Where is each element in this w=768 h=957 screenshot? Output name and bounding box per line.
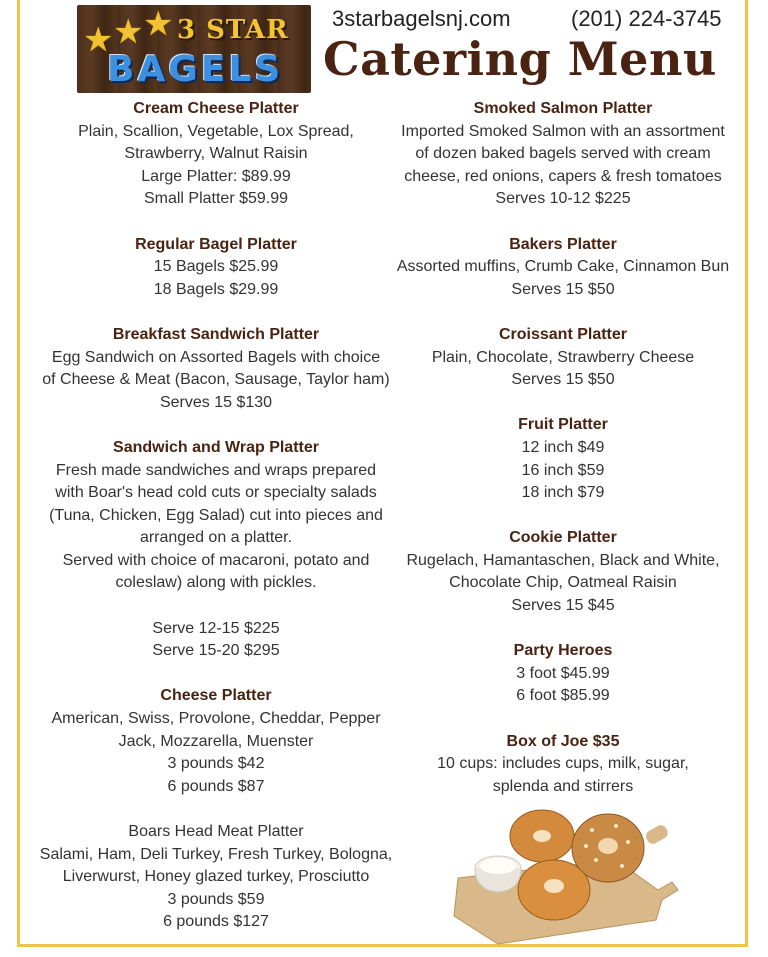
section-title: Regular Bagel Platter bbox=[135, 235, 297, 253]
menu-line: with Boar's head cold cuts or specialty salads bbox=[55, 484, 377, 502]
menu-line: Plain, Scallion, Vegetable, Lox Spread, bbox=[78, 122, 354, 140]
menu-line: Rugelach, Hamantaschen, Black and White, bbox=[406, 551, 720, 569]
plain-bagel-back bbox=[510, 810, 574, 862]
star-icon: ★ bbox=[143, 5, 174, 43]
menu-line: of dozen baked bagels served with cream bbox=[415, 145, 711, 163]
menu-line: (Tuna, Chicken, Egg Salad) cut into pieces and bbox=[49, 506, 383, 524]
section-title: Sandwich and Wrap Platter bbox=[113, 438, 319, 456]
menu-line: Assorted muffins, Crumb Cake, Cinnamon Bun bbox=[396, 258, 730, 276]
menu-line: American, Swiss, Provolone, Cheddar, Pepper bbox=[51, 710, 381, 728]
menu-section bbox=[393, 98, 733, 211]
section-title: Fruit Platter bbox=[518, 416, 608, 434]
website-link[interactable]: 3starbagelsnj.com bbox=[332, 6, 511, 31]
logo-line-1: 3 STAR bbox=[177, 15, 289, 45]
menu-line: Serves 10-12 $225 bbox=[495, 190, 631, 208]
menu-line: Imported Smoked Salmon with an assortment bbox=[401, 122, 725, 140]
menu-line: Serve 15-20 $295 bbox=[152, 642, 280, 660]
menu-line: Small Platter $59.99 bbox=[143, 190, 289, 208]
menu-line: Serves 15 $50 bbox=[511, 371, 615, 389]
menu-line: coleslaw) along with pickles. bbox=[115, 574, 317, 592]
menu-line: 3 pounds $42 bbox=[167, 755, 265, 773]
menu-line: Plain, Chocolate, Strawberry Cheese bbox=[431, 348, 695, 366]
menu-section bbox=[36, 821, 396, 934]
section-title: Party Heroes bbox=[513, 642, 613, 660]
menu-section bbox=[36, 324, 396, 414]
menu-line: cheese, red onions, capers & fresh tomatoes bbox=[404, 167, 722, 185]
menu-line: arranged on a platter. bbox=[139, 529, 293, 547]
menu-line: 6 foot $85.99 bbox=[516, 687, 610, 705]
menu-line: 15 Bagels $25.99 bbox=[153, 258, 279, 276]
cream-cheese-bowl bbox=[475, 856, 521, 892]
menu-section bbox=[393, 527, 733, 617]
brand-logo bbox=[77, 5, 311, 93]
section-title: Smoked Salmon Platter bbox=[473, 100, 653, 117]
menu-line: 6 pounds $127 bbox=[163, 913, 269, 931]
menu-line: 18 Bagels $29.99 bbox=[153, 280, 279, 298]
plain-bagel-front bbox=[518, 860, 590, 920]
menu-line: Salami, Ham, Deli Turkey, Fresh Turkey, Bologna, bbox=[39, 845, 393, 863]
spacer bbox=[36, 595, 396, 618]
menu-line: 3 pounds $59 bbox=[167, 890, 265, 908]
menu-line: Strawberry, Walnut Raisin bbox=[124, 145, 308, 163]
menu-line: splenda and stirrers bbox=[492, 777, 634, 795]
left-menu-column bbox=[36, 98, 396, 957]
menu-section bbox=[393, 234, 733, 302]
section-title: Cheese Platter bbox=[160, 687, 272, 705]
menu-line: Chocolate Chip, Oatmeal Raisin bbox=[449, 574, 677, 592]
section-title: Croissant Platter bbox=[498, 325, 628, 343]
logo-line-2: BAGELS bbox=[107, 49, 284, 90]
menu-line: 12 inch $49 bbox=[521, 438, 605, 456]
right-menu-column bbox=[393, 98, 733, 821]
menu-section bbox=[393, 731, 733, 799]
phone-number[interactable]: (201) 224-3745 bbox=[571, 6, 722, 31]
bagels-photo bbox=[446, 798, 682, 946]
menu-line: Fresh made sandwiches and wraps prepared bbox=[55, 461, 377, 479]
section-title: Breakfast Sandwich Platter bbox=[112, 325, 320, 343]
menu-line: Serves 15 $50 bbox=[511, 280, 615, 298]
menu-line: 16 inch $59 bbox=[521, 461, 605, 479]
menu-line: Liverwurst, Honey glazed turkey, Prosciutto bbox=[62, 868, 370, 886]
menu-line: Serve 12-15 $225 bbox=[152, 619, 280, 637]
menu-line: 10 cups: includes cups, milk, sugar, bbox=[437, 755, 689, 773]
menu-line: Jack, Mozzarella, Muenster bbox=[118, 732, 314, 750]
menu-line: Egg Sandwich on Assorted Bagels with choice bbox=[51, 348, 381, 366]
section-title: Bakers Platter bbox=[509, 235, 617, 253]
section-title: Cream Cheese Platter bbox=[133, 100, 299, 117]
menu-section bbox=[36, 437, 396, 663]
menu-section bbox=[393, 414, 733, 504]
page-title: Catering Menu bbox=[323, 32, 717, 86]
menu-line: Large Platter: $89.99 bbox=[141, 167, 291, 185]
star-icon: ★ bbox=[113, 13, 144, 51]
menu-line: 6 pounds $87 bbox=[167, 777, 265, 795]
section-title: Box of Joe $35 bbox=[506, 732, 620, 750]
section-title: Cookie Platter bbox=[509, 529, 617, 547]
menu-section bbox=[393, 640, 733, 708]
menu-line: Served with choice of macaroni, potato and bbox=[62, 551, 370, 569]
menu-line: of Cheese & Meat (Bacon, Sausage, Taylor ham) bbox=[42, 371, 390, 389]
menu-line: 3 foot $45.99 bbox=[516, 664, 610, 682]
menu-section bbox=[393, 324, 733, 392]
section-title: Boars Head Meat Platter bbox=[128, 823, 304, 840]
menu-section bbox=[36, 98, 396, 211]
menu-line: Serves 15 $45 bbox=[511, 597, 615, 615]
star-icon: ★ bbox=[83, 21, 114, 59]
menu-section bbox=[36, 234, 396, 302]
menu-line: Serves 15 $130 bbox=[159, 393, 273, 411]
menu-section bbox=[36, 685, 396, 798]
menu-line: 18 inch $79 bbox=[521, 484, 605, 502]
